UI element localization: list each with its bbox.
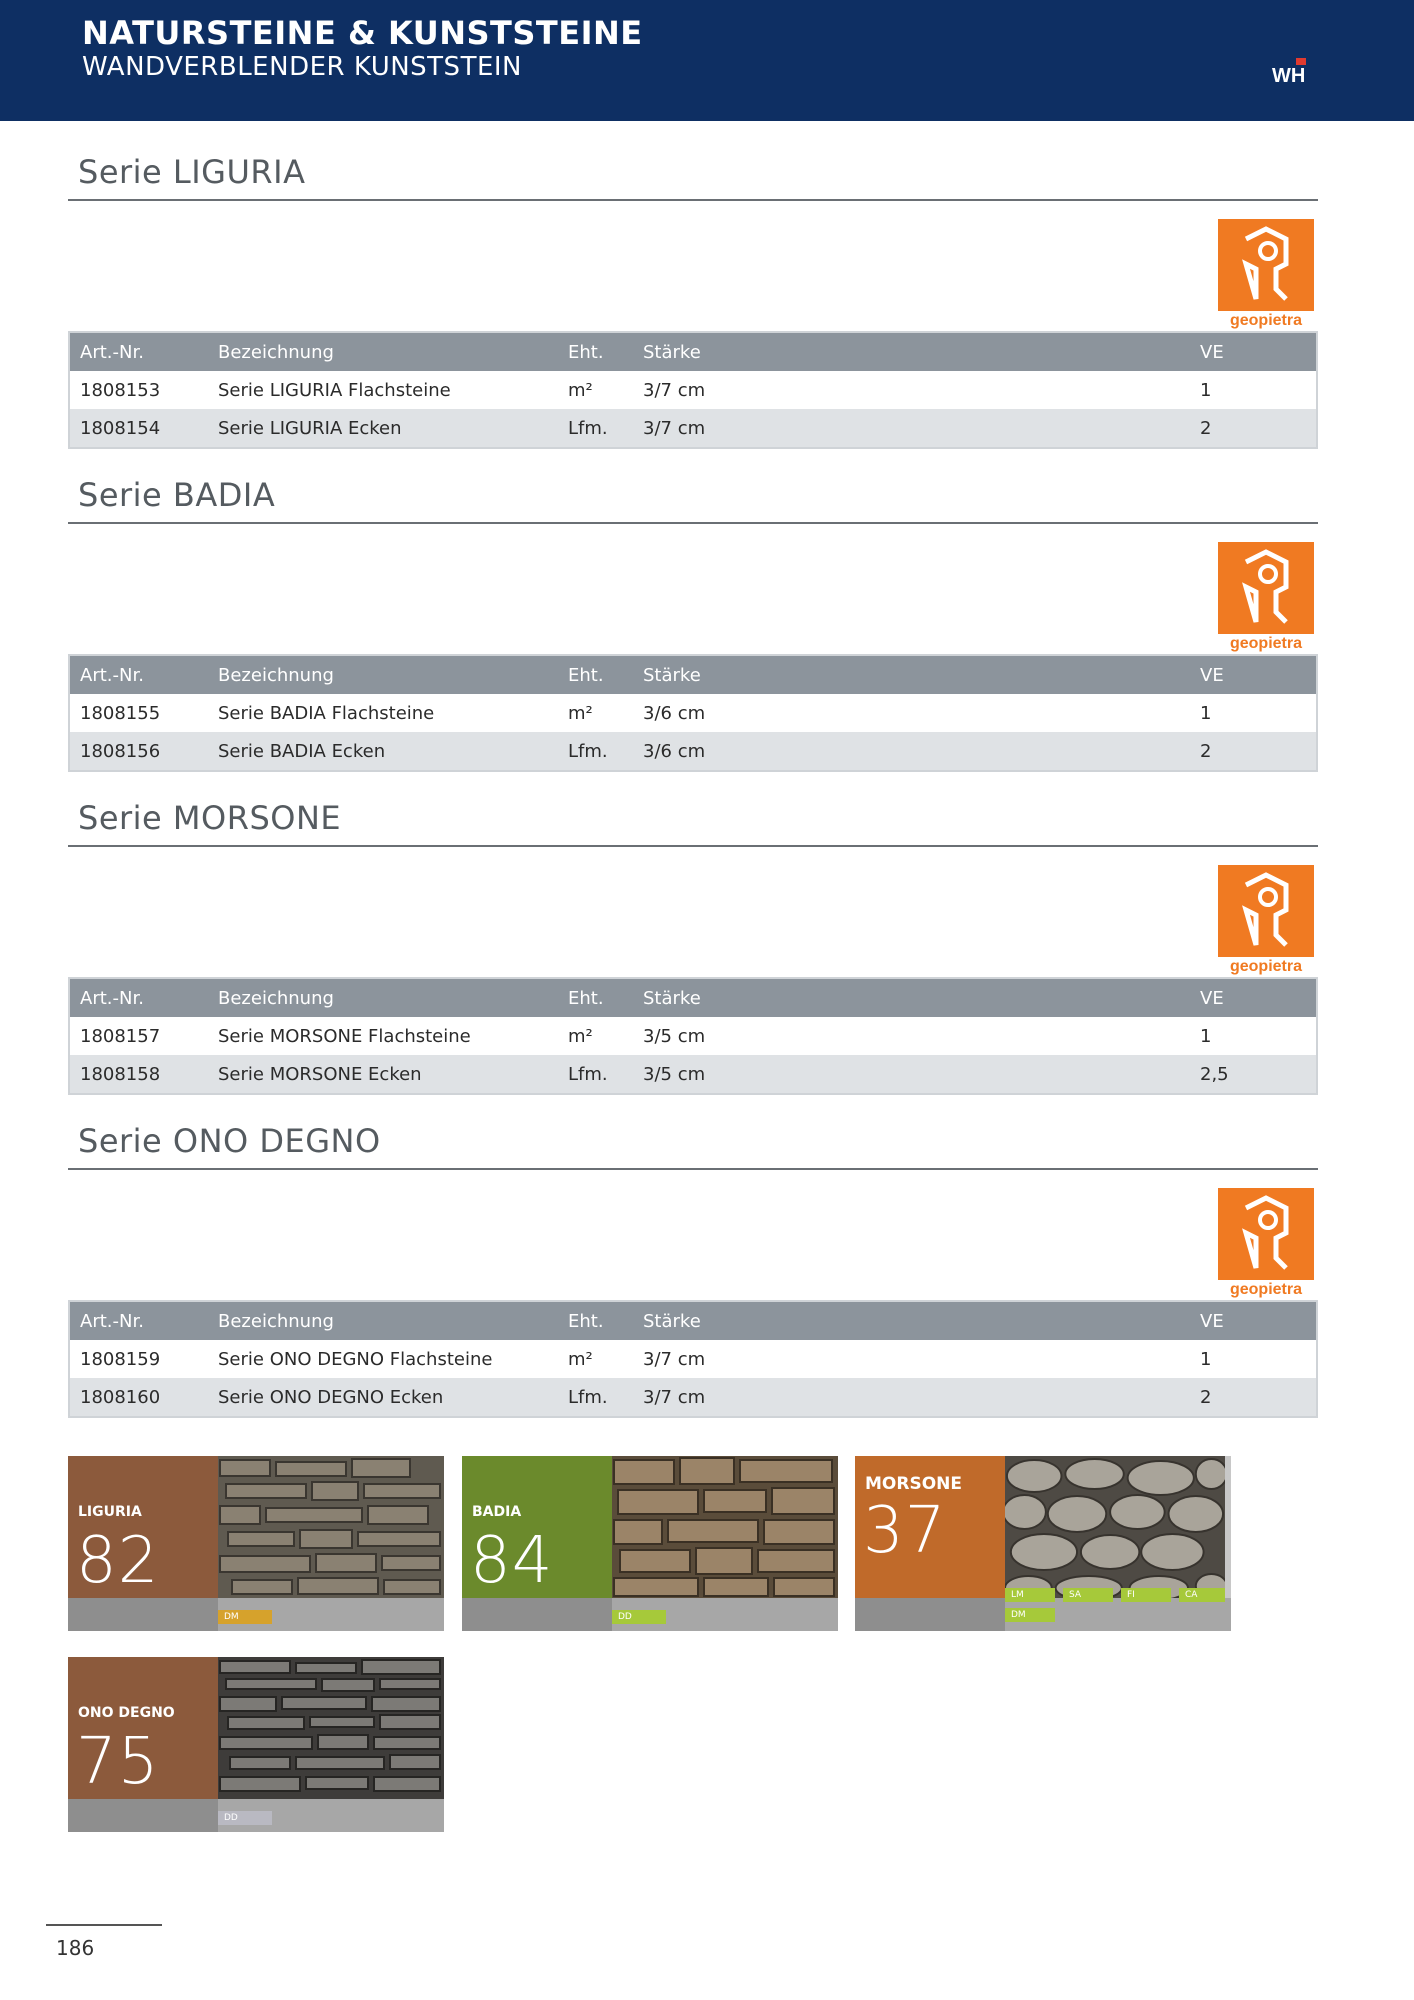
swatch-card-liguria: [68, 1456, 444, 1631]
cell-ve: 2: [1200, 418, 1212, 439]
section-title: Serie BADIA: [78, 476, 276, 514]
col-bezeichnung: Bezeichnung: [218, 988, 334, 1009]
col-staerke: Stärke: [643, 988, 701, 1009]
cell-art-nr: 1808158: [80, 1064, 161, 1085]
stone-texture-image: [612, 1456, 838, 1598]
col-staerke: Stärke: [643, 342, 701, 363]
cell-bezeichnung: Serie BADIA Flachsteine: [218, 703, 435, 724]
finish-chip: DM: [1005, 1608, 1055, 1622]
cell-art-nr: 1808157: [80, 1026, 161, 1047]
cell-staerke: 3/7 cm: [643, 380, 706, 401]
table-header-row: [70, 1302, 1316, 1340]
swatch-color-label: [855, 1456, 1005, 1598]
product-table: [68, 1300, 1318, 1418]
col-eht: Eht.: [568, 665, 604, 686]
swatch-color-label: [68, 1657, 218, 1799]
product-table: [68, 977, 1318, 1095]
cell-ve: 1: [1200, 1349, 1212, 1370]
cell-bezeichnung: Serie ONO DEGNO Flachsteine: [218, 1349, 493, 1370]
geopietra-logo: [1216, 865, 1316, 975]
cell-ve: 1: [1200, 1026, 1212, 1047]
col-ve: VE: [1200, 342, 1224, 363]
geopietra-logo-text: geopietra: [1229, 1281, 1303, 1298]
cell-bezeichnung: Serie ONO DEGNO Ecken: [218, 1387, 444, 1408]
table-row: [70, 1378, 1316, 1416]
finish-chip: DD: [612, 1610, 666, 1624]
swatch-footer-shade: [68, 1598, 218, 1631]
geopietra-logo-text: geopietra: [1229, 635, 1303, 652]
col-bezeichnung: Bezeichnung: [218, 342, 334, 363]
product-table: [68, 331, 1318, 449]
section-divider: [68, 845, 1318, 847]
cell-bezeichnung: Serie LIGURIA Ecken: [218, 418, 402, 439]
section-divider: [68, 199, 1318, 201]
geopietra-logo: [1216, 219, 1316, 329]
col-eht: Eht.: [568, 342, 604, 363]
page-number: 186: [56, 1936, 95, 1960]
cell-staerke: 3/7 cm: [643, 418, 706, 439]
col-art-nr: Art.-Nr.: [80, 988, 144, 1009]
section-title: Serie ONO DEGNO: [78, 1122, 381, 1160]
swatch-name: LIGURIA: [78, 1504, 142, 1520]
finish-chip: SA: [1063, 1588, 1113, 1602]
finish-chip: DM: [218, 1610, 272, 1624]
cell-ve: 2: [1200, 741, 1212, 762]
section-badia: [68, 476, 1318, 776]
swatch-card-badia: [462, 1456, 838, 1631]
col-staerke: Stärke: [643, 665, 701, 686]
col-art-nr: Art.-Nr.: [80, 1311, 144, 1332]
swatch-name: MORSONE: [865, 1474, 962, 1494]
geopietra-logo-text: geopietra: [1229, 312, 1303, 329]
page-number-rule: [46, 1924, 162, 1926]
col-staerke: Stärke: [643, 1311, 701, 1332]
cell-eht: Lfm.: [568, 741, 608, 762]
col-ve: VE: [1200, 665, 1224, 686]
swatch-footer-shade: [855, 1598, 1005, 1631]
geopietra-logo-text: geopietra: [1229, 958, 1303, 975]
swatch-name: BADIA: [472, 1504, 522, 1520]
col-eht: Eht.: [568, 1311, 604, 1332]
finish-chip: FI: [1121, 1588, 1171, 1602]
cell-eht: Lfm.: [568, 1387, 608, 1408]
cell-art-nr: 1808155: [80, 703, 161, 724]
section-divider: [68, 1168, 1318, 1170]
cell-art-nr: 1808153: [80, 380, 161, 401]
table-row: [70, 409, 1316, 447]
table-row: [70, 1017, 1316, 1055]
cell-ve: 1: [1200, 380, 1212, 401]
section-morsone: [68, 799, 1318, 1099]
cell-eht: Lfm.: [568, 418, 608, 439]
cell-bezeichnung: Serie BADIA Ecken: [218, 741, 386, 762]
table-header-row: [70, 333, 1316, 371]
brand-logo: [1270, 52, 1330, 88]
header-title: NATURSTEINE & KUNSTSTEINE: [82, 14, 643, 52]
table-header-row: [70, 979, 1316, 1017]
cell-ve: 1: [1200, 703, 1212, 724]
col-ve: VE: [1200, 1311, 1224, 1332]
table-row: [70, 732, 1316, 770]
cell-staerke: 3/7 cm: [643, 1387, 706, 1408]
cell-bezeichnung: Serie MORSONE Ecken: [218, 1064, 422, 1085]
swatch-number: 82: [76, 1524, 160, 1598]
table-header-row: [70, 656, 1316, 694]
swatch-card-morsone: [855, 1456, 1231, 1631]
cell-bezeichnung: Serie LIGURIA Flachsteine: [218, 380, 451, 401]
cell-staerke: 3/7 cm: [643, 1349, 706, 1370]
cell-art-nr: 1808159: [80, 1349, 161, 1370]
section-title: Serie LIGURIA: [78, 153, 306, 191]
swatch-color-label: [462, 1456, 612, 1598]
cell-eht: m²: [568, 1349, 593, 1370]
cell-eht: m²: [568, 703, 593, 724]
finish-chip: LM: [1005, 1588, 1055, 1602]
swatch-number: 84: [470, 1524, 554, 1598]
cell-ve: 2,5: [1200, 1064, 1229, 1085]
swatch-name: ONO DEGNO: [78, 1705, 175, 1721]
cell-eht: Lfm.: [568, 1064, 608, 1085]
cell-staerke: 3/5 cm: [643, 1026, 706, 1047]
cell-staerke: 3/6 cm: [643, 703, 706, 724]
cell-ve: 2: [1200, 1387, 1212, 1408]
col-bezeichnung: Bezeichnung: [218, 1311, 334, 1332]
cell-staerke: 3/6 cm: [643, 741, 706, 762]
finish-chip: DD: [218, 1811, 272, 1825]
geopietra-logo: [1216, 1188, 1316, 1298]
section-divider: [68, 522, 1318, 524]
cell-art-nr: 1808160: [80, 1387, 161, 1408]
cell-art-nr: 1808154: [80, 418, 161, 439]
swatch-number: 75: [76, 1725, 160, 1799]
product-table: [68, 654, 1318, 772]
table-row: [70, 1340, 1316, 1378]
stone-texture-image: [1005, 1456, 1225, 1598]
swatch-color-label: [68, 1456, 218, 1598]
swatch-footer-shade: [68, 1799, 218, 1832]
section-title: Serie MORSONE: [78, 799, 342, 837]
cell-eht: m²: [568, 1026, 593, 1047]
col-art-nr: Art.-Nr.: [80, 665, 144, 686]
swatch-number: 37: [863, 1494, 947, 1568]
col-ve: VE: [1200, 988, 1224, 1009]
section-liguria: [68, 153, 1318, 453]
swatch-footer-shade: [462, 1598, 612, 1631]
section-ono-degno: [68, 1122, 1318, 1422]
table-row: [70, 371, 1316, 409]
col-eht: Eht.: [568, 988, 604, 1009]
geopietra-logo: [1216, 542, 1316, 652]
col-art-nr: Art.-Nr.: [80, 342, 144, 363]
page-header: [0, 0, 1414, 121]
header-subtitle: WANDVERBLENDER KUNSTSTEIN: [82, 52, 522, 82]
swatch-card-ono-degno: [68, 1657, 444, 1832]
cell-staerke: 3/5 cm: [643, 1064, 706, 1085]
finish-chip: CA: [1179, 1588, 1225, 1602]
cell-bezeichnung: Serie MORSONE Flachsteine: [218, 1026, 471, 1047]
cell-art-nr: 1808156: [80, 741, 161, 762]
brand-logo-text: WH: [1272, 65, 1306, 87]
cell-eht: m²: [568, 380, 593, 401]
table-row: [70, 694, 1316, 732]
table-row: [70, 1055, 1316, 1093]
stone-texture-image: [218, 1657, 444, 1799]
col-bezeichnung: Bezeichnung: [218, 665, 334, 686]
stone-texture-image: [218, 1456, 444, 1598]
